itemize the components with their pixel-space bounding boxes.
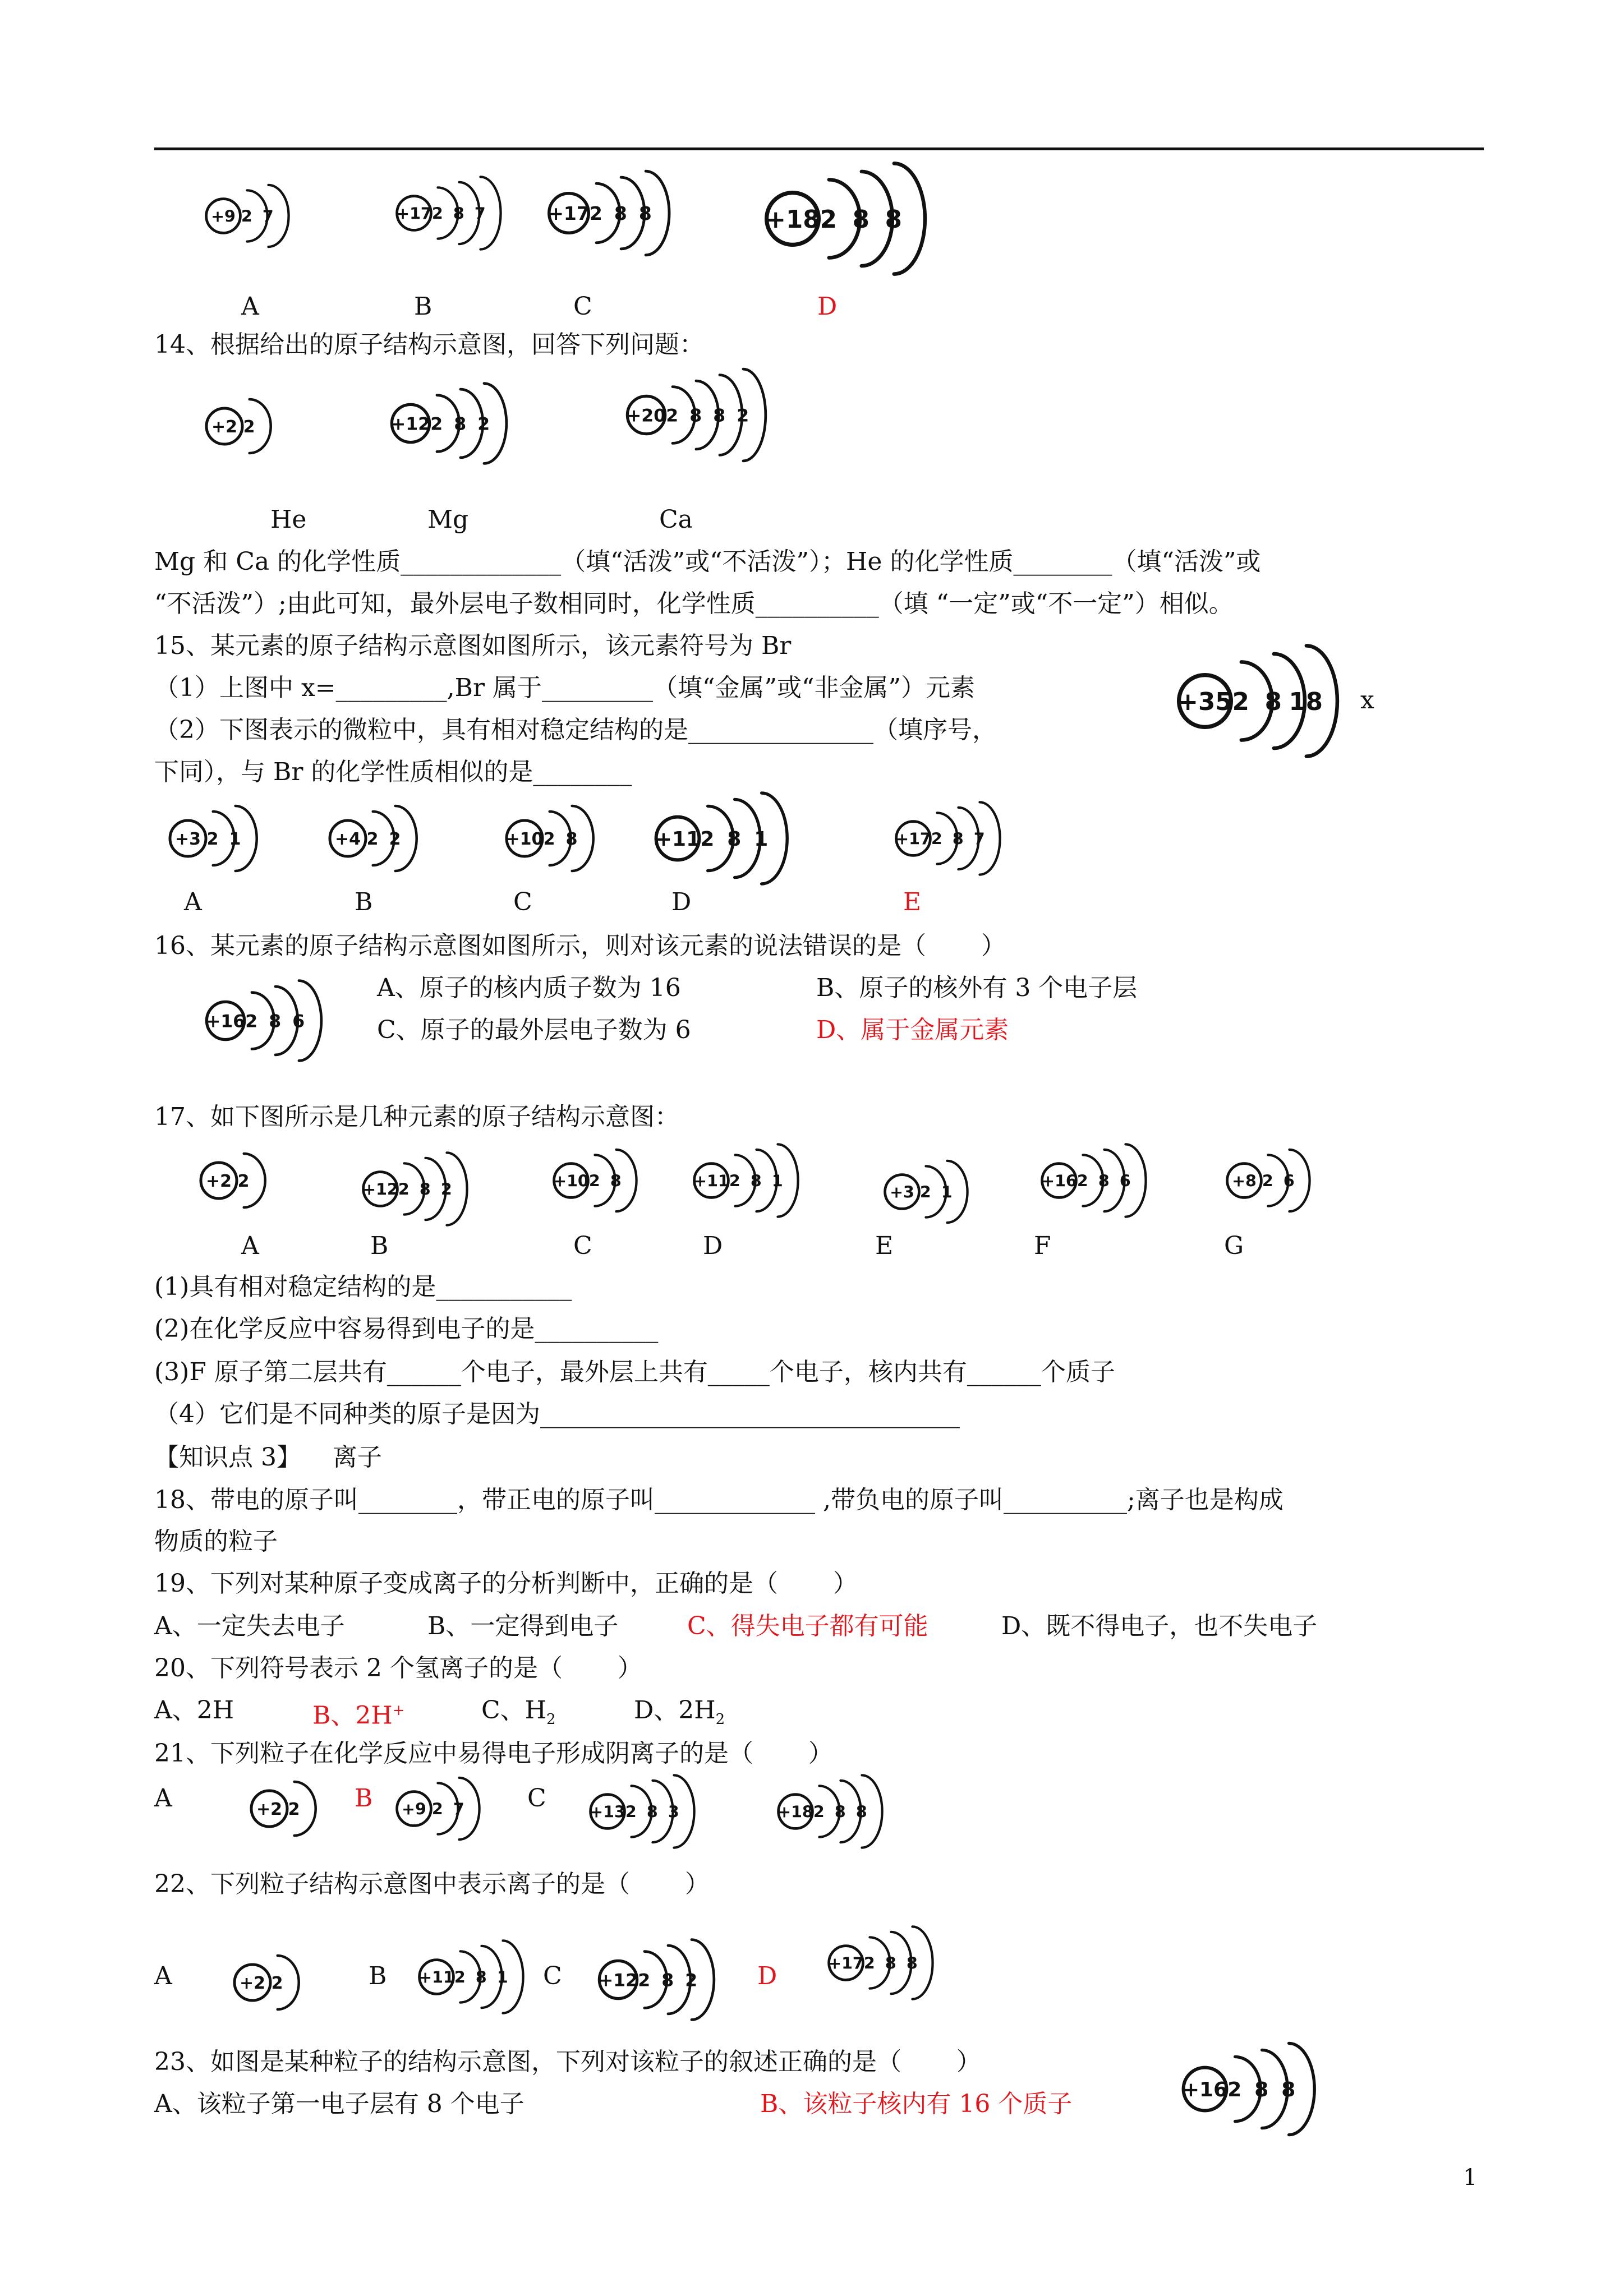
question-23-title: 23、如图是某种粒子的结构示意图，下列对该粒子的叙述正确的是（ ）	[154, 2048, 981, 2076]
shell-electron-count: 8	[419, 1180, 431, 1199]
shell-electron-count: 2	[430, 414, 443, 435]
atom-diagram-q22d	[825, 1912, 970, 2013]
nucleus-charge: +2	[239, 1974, 266, 1993]
option-label: B	[414, 292, 433, 321]
option-label: B	[355, 888, 373, 916]
atom-diagram-q22c	[595, 1918, 757, 2041]
shell-electron-count: 2	[454, 1968, 466, 1987]
atom-diagram-br	[1172, 628, 1374, 774]
option-label: A	[241, 1232, 259, 1260]
shell-electron-count: 8	[855, 1802, 867, 1822]
shell-electron-count: 2	[729, 1172, 740, 1191]
question-19-title: 19、下列对某种原子变成离子的分析判断中，正确的是（ ）	[154, 1569, 858, 1598]
option-label: A	[184, 888, 202, 916]
shell-electron-count: 2	[737, 405, 749, 426]
shell-electron-count: 2	[440, 1180, 452, 1199]
shell-electron-count: 2	[243, 417, 255, 437]
question-22-title: 22、下列粒子结构示意图中表示离子的是（ ）	[154, 1870, 710, 1898]
option-label-answer: E	[903, 888, 922, 916]
shell-electron-count: 8	[689, 405, 702, 426]
question-15-part2b: 下同），与 Br 的化学性质相似的是________	[154, 758, 632, 786]
option-label: C	[527, 1784, 546, 1813]
nucleus-charge: +11	[655, 828, 701, 851]
question-14-line2: “不活泼”）;由此可知，最外层电子数相同时，化学性质__________（填 “一定”或“不一定”）相似。	[154, 589, 1234, 618]
shell-electron-count: 8	[454, 414, 467, 435]
question-20-title: 20、下列符号表示 2 个氢离子的是（ ）	[154, 1654, 642, 1682]
q20-option-b-answer	[312, 1695, 405, 1731]
shell-electron-count: 18	[1289, 688, 1323, 716]
atom-diagram-group	[655, 793, 787, 884]
shell-electron-count: 1	[229, 829, 241, 849]
shell-electron-count: 2	[1262, 1172, 1273, 1191]
header-rule	[154, 147, 1484, 150]
q16-option-d-answer: D、属于金属元素	[816, 1016, 1009, 1044]
nucleus-charge: +35	[1177, 688, 1232, 716]
shell-electron-count: 2	[666, 405, 679, 426]
shell-electron-count: 1	[941, 1183, 953, 1202]
atom-diagram-q15e	[892, 796, 1021, 880]
knowledge-point-heading: 【知识点 3】 离子	[154, 1443, 382, 1472]
shell-electron-count: 1	[754, 828, 769, 851]
nucleus-charge: +13	[590, 1802, 625, 1822]
question-18-line1: 18、带电的原子叫________，带正电的原子叫_____________ ,带负电的原子叫__________;离子也是构成	[154, 1486, 1283, 1514]
nucleus-charge: +18	[765, 205, 820, 234]
q16-option-c: C、原子的最外层电子数为 6	[377, 1016, 691, 1044]
subscript-2: 2	[546, 1711, 556, 1728]
shell-electron-count: 2	[206, 829, 219, 849]
option-label-answer: D	[757, 1962, 778, 1990]
nucleus-charge: +2	[256, 1800, 283, 1819]
shell-electron-count: 1	[496, 1968, 508, 1987]
question-14-title: 14、根据给出的原子结构示意图，回答下列问题：	[154, 330, 704, 359]
nucleus-charge: +16	[205, 1011, 246, 1032]
shell-electron-count: 8	[750, 1172, 762, 1191]
element-label-mg: Mg	[427, 505, 469, 534]
atom-diagram-group	[397, 1778, 480, 1839]
shell-electron-count: 2	[685, 1970, 698, 1991]
nucleus-charge: +9	[211, 207, 236, 226]
option-label-answer: D	[817, 292, 838, 321]
question-15-part1: （1）上图中 x=_________,Br 属于_________（填“金属”或“非金属”）元素	[154, 674, 975, 702]
option-label: F	[1034, 1232, 1051, 1260]
atom-diagram-group	[548, 171, 669, 255]
shell-electron-count: 2	[625, 1802, 637, 1822]
shell-electron-count: 2	[1076, 1172, 1088, 1191]
shell-electron-count: 8	[646, 1802, 658, 1822]
atom-diagram-group	[1178, 646, 1337, 756]
q17-sub2: (2)在化学反应中容易得到电子的是__________	[154, 1315, 659, 1343]
q20-option-d-text: D、2H	[634, 1696, 716, 1725]
shell-electron-count: 7	[474, 204, 486, 223]
shell-electron-count: 8	[906, 1954, 918, 1973]
atom-diagram-group	[418, 1940, 523, 2013]
option-label: A	[241, 292, 259, 321]
q23-option-b-answer: B、该粒子核内有 16 个质子	[760, 2090, 1073, 2118]
shell-electron-count: 6	[1283, 1172, 1295, 1191]
nucleus-charge: +10	[553, 1172, 589, 1191]
nucleus-charge: +16	[1041, 1172, 1077, 1191]
shell-electron-count: 8	[713, 405, 726, 426]
atom-diagram-group	[506, 806, 594, 871]
q23-option-a: A、该粒子第一电子层有 8 个电子	[154, 2090, 525, 2118]
element-label-ca: Ca	[659, 505, 693, 534]
atom-diagram-q15c	[502, 796, 625, 880]
q19-option-d: D、既不得电子，也不失电子	[1001, 1612, 1318, 1640]
atom-diagram-q21c	[586, 1769, 721, 1854]
atom-diagram-q15d	[651, 791, 813, 886]
atom-diagram-group	[234, 1956, 299, 2009]
nucleus-charge: +12	[390, 414, 431, 435]
shell-electron-count: 8	[885, 205, 902, 234]
q17-sub4: （4）它们是不同种类的原子是因为__________________________________	[154, 1400, 960, 1428]
nucleus-charge: +17	[828, 1954, 864, 1973]
nucleus-charge: +12	[598, 1970, 638, 1991]
shell-electron-count: 2	[431, 1800, 443, 1819]
question-16-title: 16、某元素的原子结构示意图如图所示，则对该元素的说法错误的是（ ）	[154, 932, 1006, 960]
atom-diagram-ca	[623, 359, 808, 471]
atom-diagram-q22b	[415, 1929, 539, 2025]
element-label-he: He	[270, 505, 307, 534]
nucleus-charge: +2	[211, 417, 238, 437]
q20-option-a-text: A、2H	[154, 1696, 234, 1725]
q20-option-a	[154, 1695, 234, 1726]
atom-diagram-q17c	[550, 1138, 662, 1223]
shell-electron-count: 2	[431, 204, 443, 223]
q20-option-c-text: C、H	[481, 1696, 547, 1725]
atom-diagram-q23	[1178, 2025, 1369, 2154]
q19-option-b: B、一定得到电子	[427, 1612, 619, 1640]
atom-diagram-group	[693, 1144, 798, 1216]
atom-diagram-group	[627, 369, 766, 461]
nucleus-charge: +10	[505, 829, 544, 849]
nucleus-charge: +17	[895, 829, 931, 849]
shell-electron-count: 8	[885, 1954, 896, 1973]
atom-diagram-group	[553, 1150, 636, 1211]
q20-option-c	[481, 1695, 556, 1735]
shell-electron-count: 8	[727, 828, 742, 851]
atom-diagram-q17e	[881, 1144, 999, 1239]
atom-diagram-q15a	[165, 796, 278, 880]
nucleus-charge: +9	[402, 1800, 426, 1819]
atom-diagram-r1b	[393, 163, 539, 264]
atom-diagram-he	[202, 387, 303, 465]
atom-diagram-q15b	[325, 796, 438, 880]
atom-diagram-group	[391, 384, 507, 464]
atom-diagram-q17g	[1223, 1138, 1335, 1223]
atom-diagram-group	[206, 981, 321, 1061]
atom-diagram-group	[206, 185, 289, 247]
shell-electron-count: 8	[834, 1802, 846, 1822]
atom-diagram-group	[330, 806, 417, 871]
option-label: A	[154, 1784, 172, 1813]
atom-diagram-group	[396, 177, 500, 249]
question-15-part2a: （2）下图表示的微粒中，具有相对稳定结构的是_______________（填序号，	[154, 716, 997, 744]
atom-diagram-q17b	[359, 1144, 505, 1234]
shell-electron-count: 8	[1264, 688, 1282, 716]
shell-electron-count: 8	[1098, 1172, 1110, 1191]
q16-option-a: A、原子的核内质子数为 16	[377, 974, 681, 1002]
nucleus-charge: +11	[418, 1968, 454, 1987]
atom-diagram-q17d	[690, 1138, 830, 1223]
nucleus-charge: +2	[205, 1172, 232, 1191]
atom-diagram-group	[895, 802, 1000, 874]
atom-diagram-q21d	[774, 1769, 909, 1854]
atom-diagram-group	[828, 1926, 932, 1999]
shell-electron-count: 2	[389, 829, 401, 849]
shell-electron-count: 2	[588, 1172, 600, 1191]
shell-electron-count: 7	[973, 829, 985, 849]
atom-diagram-group	[1227, 1150, 1310, 1211]
subscript-2: 2	[715, 1711, 725, 1728]
shell-electron-count: 2	[1227, 2078, 1242, 2102]
shell-electron-count: 8	[638, 202, 652, 225]
option-label: B	[370, 1232, 389, 1260]
atom-diagram-group	[362, 1152, 467, 1225]
shell-electron-count: 2	[1232, 688, 1249, 716]
atom-diagram-q21a	[247, 1772, 353, 1845]
nucleus-charge: +3	[174, 829, 201, 849]
atom-diagram-r1a	[202, 168, 331, 264]
option-label: D	[671, 888, 692, 916]
atom-diagram-group	[201, 1154, 265, 1207]
q20-option-d	[634, 1695, 725, 1735]
shell-electron-count: 8	[610, 1172, 622, 1191]
shell-electron-count: 8	[565, 829, 578, 849]
shell-electron-count: 2	[931, 829, 942, 849]
shell-electron-count: 8	[852, 205, 869, 234]
option-label: C	[513, 888, 532, 916]
option-label-answer: B	[355, 1784, 373, 1813]
superscript-plus: +	[392, 1702, 405, 1719]
shell-electron-count: 7	[453, 1800, 464, 1819]
shell-electron-count: 2	[477, 414, 490, 435]
shell-electron-count: 2	[863, 1954, 875, 1973]
atom-diagram-group	[170, 806, 257, 871]
question-17-title: 17、如下图所示是几种元素的原子结构示意图：	[154, 1103, 679, 1131]
shell-electron-count: 8	[952, 829, 964, 849]
atom-diagram-group	[1041, 1144, 1145, 1216]
question-15-title: 15、某元素的原子结构示意图如图所示，该元素符号为 Br	[154, 631, 792, 660]
shell-electron-count: 8	[269, 1011, 282, 1032]
atom-diagram-group	[599, 1940, 714, 2020]
atom-diagram-q22a	[230, 1946, 337, 2019]
atom-diagram-group	[1183, 2043, 1314, 2134]
shell-electron-count: 2	[398, 1180, 410, 1199]
shell-electron-count: 8	[661, 1970, 674, 1991]
shell-electron-count: 8	[1254, 2078, 1269, 2102]
atom-diagram-group	[885, 1161, 968, 1223]
shell-electron-count: 2	[241, 207, 252, 226]
shell-electron-count: 2	[288, 1800, 300, 1819]
shell-electron-count: 2	[813, 1802, 825, 1822]
atom-diagram-r1d	[760, 160, 973, 278]
page-number: 1	[1463, 2165, 1478, 2191]
q19-option-a: A、一定失去电子	[154, 1612, 345, 1640]
q17-sub3: (3)F 原子第二层共有______个电子，最外层上共有_____个电子，核内共有______个质子	[154, 1358, 1115, 1386]
shell-electron-count: 3	[668, 1802, 679, 1822]
nucleus-charge: +8	[1232, 1172, 1257, 1191]
shell-electron-count: 2	[543, 829, 555, 849]
atom-diagram-q17f	[1038, 1138, 1184, 1223]
nucleus-charge: +17	[548, 202, 590, 225]
atom-diagram-mg	[387, 365, 544, 482]
atom-diagram-q21b	[393, 1767, 510, 1851]
nucleus-charge: +4	[334, 829, 361, 849]
question-18-line2: 物质的粒子	[154, 1527, 278, 1556]
shell-electron-count: 8	[1281, 2078, 1296, 2102]
shell-electron-count: 2	[237, 1172, 250, 1191]
shell-electron-count: 2	[245, 1011, 258, 1032]
nucleus-charge: +11	[693, 1172, 729, 1191]
shell-electron-count: 8	[453, 204, 464, 223]
shell-electron-count: 2	[638, 1970, 651, 1991]
shell-electron-count: 7	[262, 207, 274, 226]
shell-electron-count: 8	[614, 202, 627, 225]
option-label: C	[573, 1232, 592, 1260]
shell-electron-count: 2	[589, 202, 602, 225]
shell-electron-count: 2	[700, 828, 715, 851]
nucleus-charge: +12	[362, 1180, 398, 1199]
option-label: D	[703, 1232, 723, 1260]
option-label: A	[154, 1962, 172, 1990]
option-label: E	[875, 1232, 894, 1260]
question-21-title: 21、下列粒子在化学反应中易得电子形成阴离子的是（ ）	[154, 1739, 833, 1768]
atom-diagram-group	[590, 1775, 694, 1847]
nucleus-charge: +18	[778, 1802, 813, 1822]
shell-electron-count: 8	[475, 1968, 487, 1987]
nucleus-charge: +17	[396, 204, 432, 223]
nucleus-charge: +3	[890, 1183, 914, 1202]
shell-electron-count: 6	[1119, 1172, 1131, 1191]
atom-diagram-group	[206, 399, 271, 453]
q20-option-b-text: B、2H	[312, 1701, 393, 1730]
atom-diagram-group	[251, 1782, 316, 1836]
atom-diagram-r1c	[544, 157, 712, 269]
shell-electron-count: 2	[271, 1974, 283, 1993]
q19-option-c-answer: C、得失电子都有可能	[687, 1612, 928, 1640]
q17-sub1: (1)具有相对稳定结构的是___________	[154, 1273, 572, 1301]
shell-electron-count: 2	[919, 1183, 931, 1202]
atom-diagram-q16	[202, 962, 359, 1080]
nucleus-charge: +20	[626, 405, 666, 426]
option-label: B	[369, 1962, 387, 1990]
option-label: C	[543, 1962, 562, 1990]
q16-option-b: B、原子的核外有 3 个电子层	[816, 974, 1138, 1002]
shell-electron-count: 1	[771, 1172, 783, 1191]
question-14-line1: Mg 和 Ca 的化学性质_____________（填“活泼”或“不活泼”）；He 的化学性质________（填“活泼”或	[154, 547, 1261, 576]
nucleus-charge: +16	[1182, 2078, 1228, 2102]
atom-diagram-group	[778, 1775, 882, 1847]
option-label: C	[573, 292, 592, 321]
shell-electron-count: 2	[820, 205, 837, 234]
shell-electron-count: 6	[292, 1011, 305, 1032]
atom-diagram-q17a	[196, 1144, 303, 1217]
option-label: G	[1224, 1232, 1244, 1260]
atom-diagram-group	[766, 163, 925, 274]
shell-electron-count: 2	[366, 829, 379, 849]
br-x-mark: x	[1360, 686, 1374, 714]
